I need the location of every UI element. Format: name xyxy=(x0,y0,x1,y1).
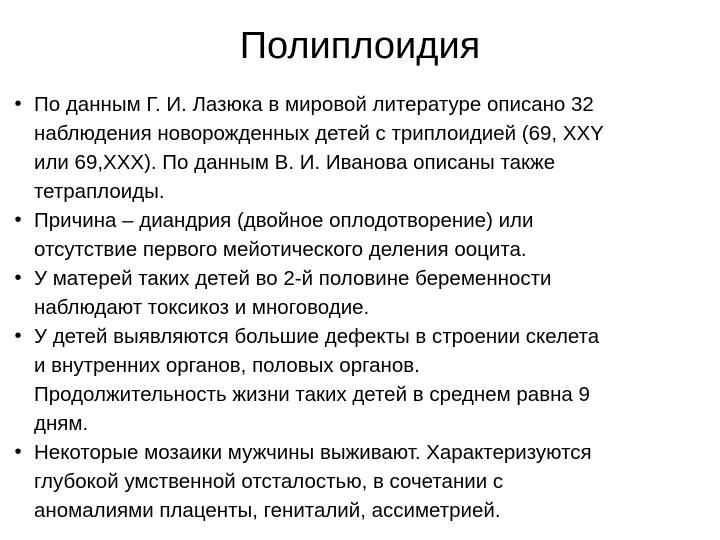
bullet-text-line: и внутренних органов, половых органов. xyxy=(34,354,420,377)
bullet-item xyxy=(8,90,712,206)
bullet-text-line: наблюдают токсикоз и многоводие. xyxy=(34,296,370,319)
bullet-text-line: тетраплоиды. xyxy=(34,180,165,203)
bullet-text-line: Причина – диандрия (двойное оплодотворение) или xyxy=(34,209,534,232)
bullet-item xyxy=(8,206,712,264)
bullet-icon: • xyxy=(14,267,22,289)
bullet-item xyxy=(8,438,712,525)
bullet-icon: • xyxy=(14,441,22,463)
bullet-text-line: У детей выявляются большие дефекты в строении скелета xyxy=(34,325,600,348)
bullet-text-line: Продолжительность жизни таких детей в среднем равна 9 xyxy=(34,383,590,406)
bullet-icon: • xyxy=(14,325,22,347)
bullet-icon: • xyxy=(14,93,22,115)
bullet-item xyxy=(8,264,712,322)
bullet-text-line: наблюдения новорожденных детей с триплоидией (69, XXY xyxy=(34,122,604,145)
bullet-icon: • xyxy=(14,209,22,231)
bullet-text-line: У матерей таких детей во 2-й половине беременности xyxy=(34,267,552,290)
slide-title: Полиплоидия xyxy=(239,25,481,67)
bullet-list xyxy=(8,90,712,525)
bullet-text-line: или 69,XXX). По данным В. И. Иванова описаны также xyxy=(34,151,556,174)
bullet-text-line: По данным Г. И. Лазюка в мировой литературе описано 32 xyxy=(34,93,594,116)
bullet-item xyxy=(8,322,712,438)
bullet-text-line: отсутствие первого мейотического деления ооцита. xyxy=(34,238,527,261)
bullet-text-line: аномалиями плаценты, гениталий, ассиметрией. xyxy=(34,499,501,522)
bullet-text-line: глубокой умственной отсталостью, в сочетании с xyxy=(34,470,504,493)
bullet-text-line: дням. xyxy=(34,412,89,435)
bullet-text-line: Некоторые мозаики мужчины выживают. Характеризуются xyxy=(34,441,592,464)
